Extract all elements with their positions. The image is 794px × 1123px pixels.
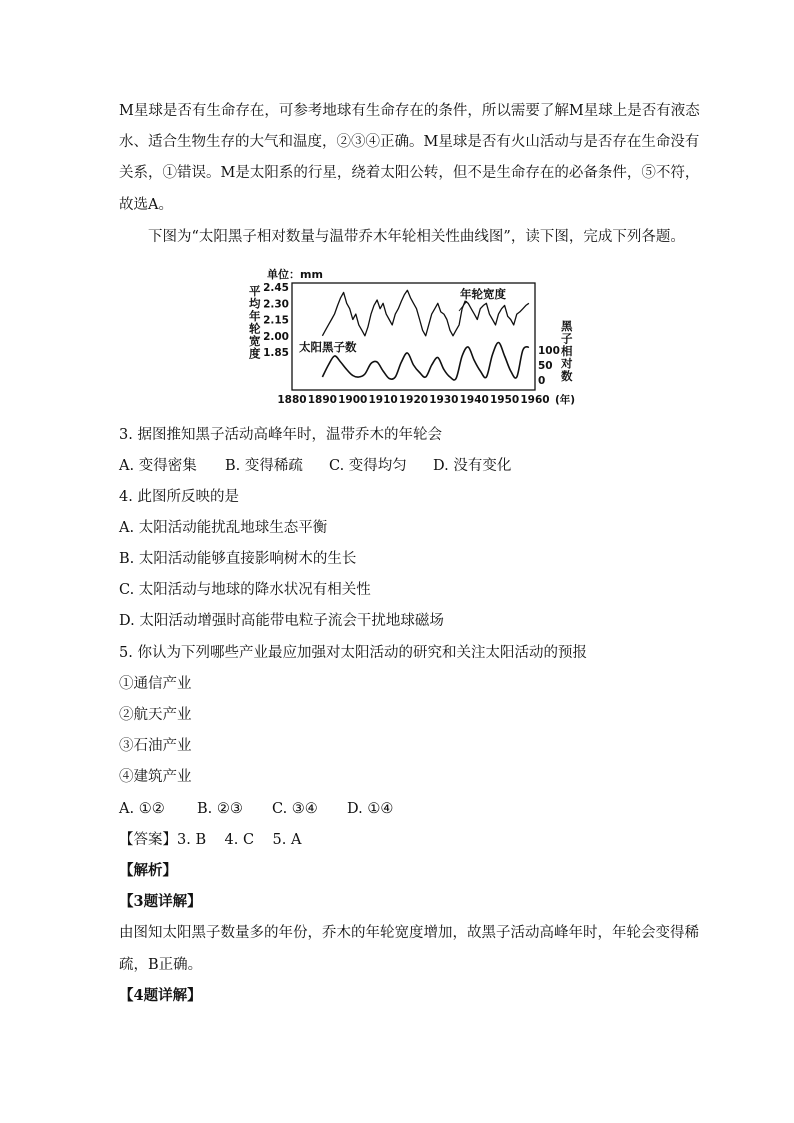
question-3-options bbox=[119, 456, 511, 476]
chart-svg bbox=[245, 265, 585, 415]
q5-item-1: ①通信产业 bbox=[119, 676, 192, 692]
y-left-title-char: 轮 bbox=[249, 321, 261, 336]
x-tick-label: 1960 bbox=[520, 394, 550, 406]
x-tick-label: 1930 bbox=[429, 394, 459, 406]
y-left-title-char: 宽 bbox=[249, 334, 261, 348]
question-4-stem: 4. 此图所反映的是 bbox=[119, 489, 239, 505]
q4-option-c[interactable]: C. 太阳活动与地球的降水状况有相关性 bbox=[119, 582, 371, 598]
q5-item-4: ④建筑产业 bbox=[119, 769, 192, 785]
y-right-tick-label: 100 bbox=[538, 345, 560, 357]
q3-detail-line: 疏，B正确。 bbox=[119, 957, 203, 973]
x-unit-label: (年) bbox=[555, 394, 576, 406]
x-tick-label: 1890 bbox=[307, 394, 337, 406]
q3-option-a[interactable]: A. 变得密集 bbox=[119, 458, 197, 474]
y-right-tick-label: 50 bbox=[538, 360, 553, 372]
paragraph-line: 水、适合生物生存的大气和温度，②③④正确。M星球是否有火山活动与是否存在生命没有 bbox=[119, 134, 700, 150]
y-left-tick-label: 1.85 bbox=[263, 347, 289, 359]
x-tick-label: 1880 bbox=[277, 394, 307, 406]
unit-label: 单位：mm bbox=[267, 268, 323, 281]
sunspot-series-label: 太阳黑子数 bbox=[299, 340, 357, 354]
y-right-tick-label: 0 bbox=[538, 375, 546, 387]
y-right-title-char: 对 bbox=[561, 356, 573, 371]
question-5-options bbox=[119, 799, 393, 819]
q5-item-3: ③石油产业 bbox=[119, 738, 192, 754]
y-left-tick-label: 2.45 bbox=[263, 282, 289, 294]
paragraph-line: 关系，①错误。M是太阳系的行星，绕着太阳公转，但不是生命存在的必备条件，⑤不符， bbox=[119, 165, 700, 181]
question-5-stem: 5. 你认为下列哪些产业最应加强对太阳活动的研究和关注太阳活动的预报 bbox=[119, 645, 587, 661]
q5-option-b[interactable]: B. ②③ bbox=[197, 801, 243, 817]
q5-option-a[interactable]: A. ①② bbox=[119, 801, 165, 817]
y-right-title-char: 相 bbox=[561, 344, 573, 358]
x-tick-label: 1940 bbox=[459, 394, 489, 406]
y-left-title-char: 均 bbox=[249, 296, 261, 311]
tree-ring-label-leader bbox=[459, 301, 467, 311]
q5-option-d[interactable]: D. ①④ bbox=[347, 801, 394, 817]
q3-option-d[interactable]: D. 没有变化 bbox=[433, 458, 512, 474]
intro-text: 下图为“太阳黑子相对数量与温带乔木年轮相关性曲线图”，读下图，完成下列各题。 bbox=[148, 229, 685, 245]
q5-item-2: ②航天产业 bbox=[119, 707, 192, 723]
y-right-title-char: 黑 bbox=[561, 319, 573, 333]
y-right-title-char: 子 bbox=[561, 331, 573, 346]
q5-option-c[interactable]: C. ③④ bbox=[272, 801, 318, 817]
y-left-tick-label: 2.15 bbox=[263, 314, 289, 327]
answer-line: 【答案】3. B 4. C 5. A bbox=[119, 832, 302, 848]
x-tick-label: 1950 bbox=[490, 394, 520, 406]
q3-detail-title: 【3题详解】 bbox=[119, 893, 202, 910]
q3-detail-line: 由图知太阳黑子数量多的年份，乔木的年轮宽度增加，故黑子活动高峰年时，年轮会变得稀 bbox=[119, 925, 699, 941]
y-left-title-char: 平 bbox=[249, 284, 261, 298]
x-tick-label: 1910 bbox=[368, 394, 398, 406]
y-left-title-char: 度 bbox=[249, 346, 261, 361]
y-left-title-char: 年 bbox=[249, 309, 261, 323]
x-tick-label: 1920 bbox=[398, 394, 429, 406]
q3-option-b[interactable]: B. 变得稀疏 bbox=[225, 458, 303, 474]
x-tick-label: 1900 bbox=[338, 394, 368, 406]
y-left-tick-label: 2.00 bbox=[263, 330, 289, 343]
y-right-title-char: 数 bbox=[561, 369, 573, 383]
q3-option-c[interactable]: C. 变得均匀 bbox=[329, 458, 407, 474]
paragraph-line: M星球是否有生命存在，可参考地球有生命存在的条件，所以需要了解M星球上是否有液态 bbox=[119, 103, 700, 119]
tree-ring-series-label: 年轮宽度 bbox=[460, 287, 506, 301]
q4-option-a[interactable]: A. 太阳活动能扰乱地球生态平衡 bbox=[119, 520, 328, 536]
analysis-title: 【解析】 bbox=[119, 862, 177, 879]
paragraph-line: 故选A。 bbox=[119, 197, 173, 213]
question-3-stem: 3. 据图推知黑子活动高峰年时，温带乔木的年轮会 bbox=[119, 427, 442, 443]
q4-detail-title: 【4题详解】 bbox=[119, 987, 202, 1004]
q4-option-d[interactable]: D. 太阳活动增强时高能带电粒子流会干扰地球磁场 bbox=[119, 613, 444, 629]
sunspot-tree-ring-chart bbox=[245, 265, 585, 415]
q4-option-b[interactable]: B. 太阳活动能够直接影响树木的生长 bbox=[119, 551, 357, 567]
y-left-tick-label: 2.30 bbox=[263, 298, 289, 311]
